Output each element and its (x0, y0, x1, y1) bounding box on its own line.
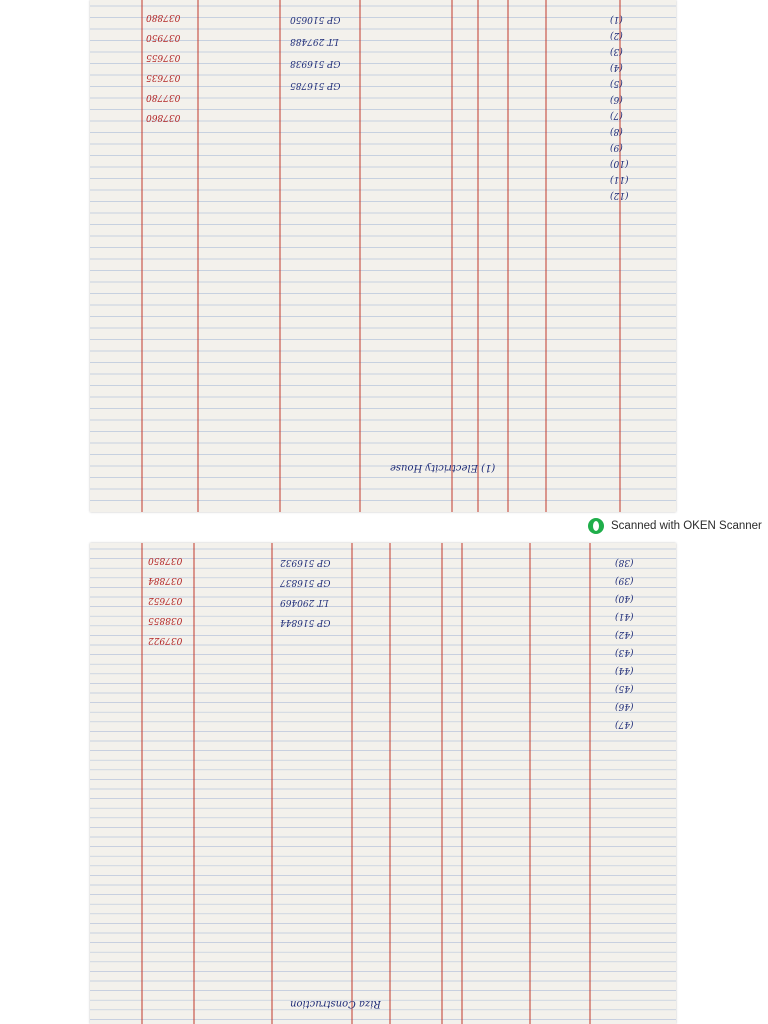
row-marker: (3) (610, 46, 623, 56)
row-marker: (46) (615, 701, 634, 711)
row-marker: (38) (615, 557, 634, 567)
row-marker: (47) (615, 719, 634, 729)
scanner-watermark (588, 518, 762, 534)
row-marker: (8) (610, 126, 623, 136)
row-marker: (6) (610, 94, 623, 104)
row-marker: (1) (610, 14, 623, 24)
amount-cell: 037950 (146, 32, 181, 42)
amount-cell: 037635 (146, 72, 181, 82)
oken-scanner-logo-icon (588, 518, 604, 534)
row-marker: (39) (615, 575, 634, 585)
amount-cell: 037652 (148, 595, 183, 605)
amount-cell: 037922 (148, 635, 183, 645)
scanned-ledger-page-bottom (90, 543, 676, 1024)
amount-cell: 037860 (146, 112, 181, 122)
meter-number-cell: GP 516938 (290, 58, 341, 68)
meter-number-cell: GP 516932 (280, 557, 331, 567)
row-marker: (43) (615, 647, 634, 657)
row-marker: (7) (610, 110, 623, 120)
row-marker: (44) (615, 665, 634, 675)
amount-cell: 037655 (146, 52, 181, 62)
amount-cell: 037850 (148, 555, 183, 565)
meter-number-cell: LT 290469 (280, 597, 329, 607)
row-marker: (11) (610, 174, 629, 184)
scanned-ledger-page-top (90, 0, 676, 512)
row-marker: (45) (615, 683, 634, 693)
row-marker: (9) (610, 142, 623, 152)
header-note-top: (1) Electricity House (390, 462, 496, 473)
amount-cell: 038855 (148, 615, 183, 625)
header-note-bottom: Riza Construction (290, 998, 381, 1009)
row-marker: (5) (610, 78, 623, 88)
amount-cell: 037880 (146, 12, 181, 22)
row-marker: (42) (615, 629, 634, 639)
meter-number-cell: GP 516844 (280, 617, 331, 627)
meter-number-cell: GP 516785 (290, 80, 341, 90)
meter-number-cell: GP 510650 (290, 14, 341, 24)
row-marker: (41) (615, 611, 634, 621)
meter-number-cell: GP 516837 (280, 577, 331, 587)
meter-number-cell: LT 297488 (290, 36, 339, 46)
amount-cell: 037884 (148, 575, 183, 585)
row-marker: (4) (610, 62, 623, 72)
scanner-watermark-text: Scanned with OKEN Scanner (611, 520, 762, 532)
row-marker: (12) (610, 190, 629, 200)
row-marker: (10) (610, 158, 629, 168)
row-marker: (2) (610, 30, 623, 40)
row-marker: (40) (615, 593, 634, 603)
amount-cell: 037780 (146, 92, 181, 102)
